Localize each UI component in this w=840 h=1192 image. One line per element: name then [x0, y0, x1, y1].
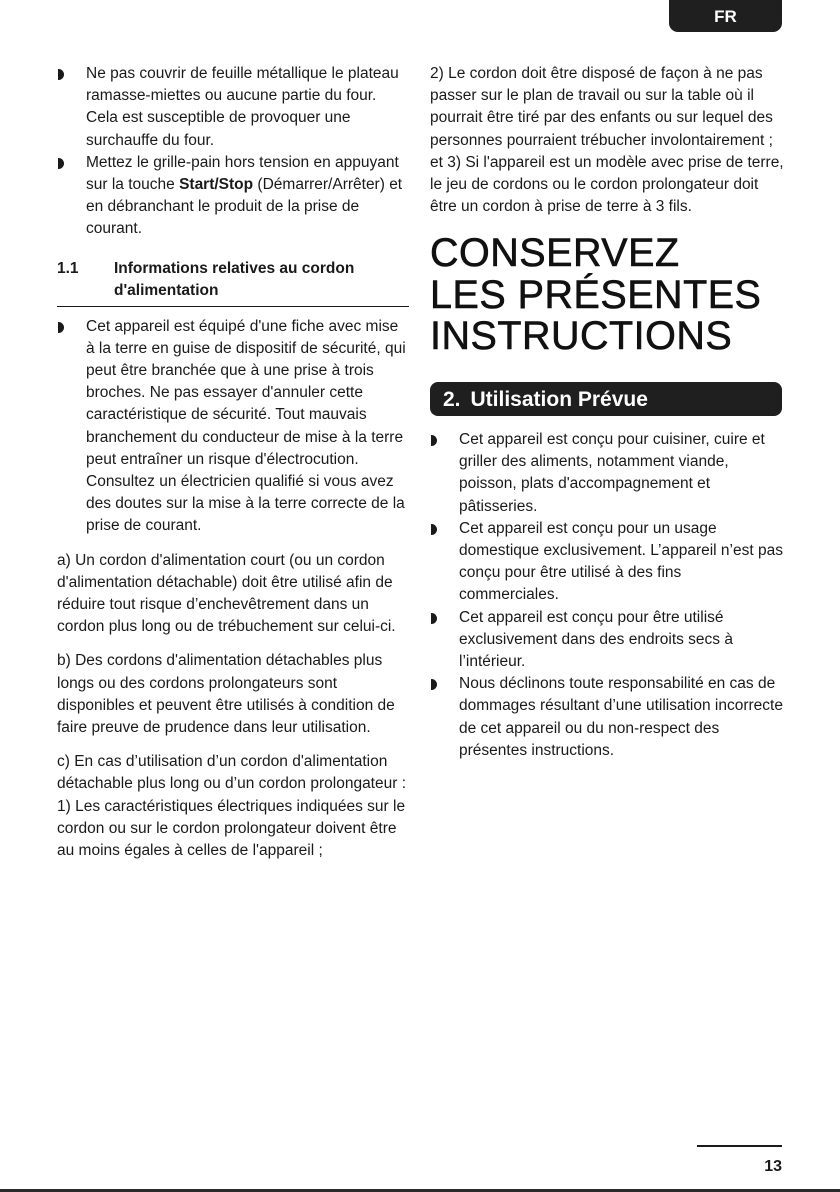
list-item [430, 607, 784, 674]
bullet-icon [58, 158, 64, 169]
keep-instructions-title [430, 233, 784, 358]
list-item [430, 518, 784, 607]
title-line: CONSERVEZ [430, 231, 680, 276]
list-item [57, 152, 409, 241]
bullet-text: Cet appareil est conçu pour cuisiner, cuire et griller des aliments, notamment viande, poisson, plats d'accompagnement et pâtisseries. [459, 430, 765, 515]
bullet-icon [431, 524, 437, 535]
bullet-icon [58, 322, 64, 333]
paragraph-c: c) En cas d’utilisation d’un cordon d'alimentation détachable plus long ou d’un cordon prolongateur : 1) Les caractéristiques électriques indiquées sur le cordon ou sur le cordon prolongateur doivent être au moins égales à celles de l'appareil ; [57, 753, 407, 860]
section-heading-1-1 [57, 258, 409, 307]
section-bullet-list [57, 316, 409, 538]
bullet-text-post: (Démarrer/Arrêter) et en débranchant le produit de la prise de courant. [86, 176, 403, 238]
title-line: LES PRÉSENTES [430, 272, 762, 317]
section-title: Utilisation Prévue [470, 387, 648, 411]
title-line: INSTRUCTIONS [430, 314, 733, 359]
footer-rule [697, 1145, 782, 1147]
bullet-icon [58, 69, 64, 80]
language-tab: FR [669, 0, 782, 32]
intended-use-list [430, 429, 784, 762]
list-item [430, 429, 784, 518]
list-item [57, 316, 409, 538]
bullet-icon [431, 435, 437, 446]
paragraph-b: b) Des cordons d'alimentation détachables plus longs ou des cordons prolongateurs sont disponibles et peuvent être utilisés à condition de faire preuve de prudence dans leur utilisation. [57, 652, 395, 737]
bullet-text: Nous déclinons toute responsabilité en cas de dommages résultant d’une utilisation incorrecte de cet appareil ou du non-respect des présentes instructions. [459, 675, 783, 759]
paragraph-a: a) Un cordon d'alimentation court (ou un cordon d'alimentation détachable) doit être utilisé afin de réduire tout risque d’enchevêtrement dans un cordon plus long ou de trébuchement sur celui-ci. [57, 551, 396, 636]
section-number: 1.1 [57, 259, 79, 277]
section-heading-2 [430, 382, 782, 416]
paragraph-continued: 2) Le cordon doit être disposé de façon à ne pas passer sur le plan de travail ou sur la table où il pourrait être tiré par des enfants ou sur lequel des personnes pourraient trébucher involontairement ; et 3) Si l'appareil est un modèle avec prise de terre, le jeu de cordons ou le cordon prolongateur doit être un cordon à prise de terre à 3 fils. [430, 65, 784, 216]
top-bullet-list [57, 63, 409, 241]
bullet-text: Cet appareil est conçu pour un usage domestique exclusivement. L’appareil n’est pas conçu pour être utilisé à des fins commerciales. [459, 519, 783, 604]
right-column [430, 63, 784, 762]
bullet-text-pre: Mettez le grille-pain hors tension en appuyant sur la touche [86, 153, 399, 194]
page-number: 13 [764, 1158, 782, 1175]
bullet-text: Ne pas couvrir de feuille métallique le plateau ramasse-miettes ou aucune partie du four. Cela est susceptible de provoquer une surchauffe du four. [86, 65, 399, 149]
left-column [57, 63, 409, 862]
bullet-icon [431, 613, 437, 624]
bullet-icon [431, 679, 437, 690]
start-stop-key-label: Start/Stop [179, 176, 254, 194]
section-number: 2. [443, 387, 461, 411]
section-title: Informations relatives au cordon d'alimentation [114, 259, 355, 300]
list-item [57, 63, 409, 152]
list-item [430, 673, 784, 762]
bullet-text: Cet appareil est conçu pour être utilisé exclusivement dans des endroits secs à l’intérieur. [459, 608, 733, 670]
bullet-text: Cet appareil est équipé d'une fiche avec mise à la terre en guise de dispositif de sécurité, qui peut être branchée que à une prise à trois broches. Ne pas essayer d'annuler cette caractéristique de sécurité. Tout mauvais branchement du conducteur de mise à la terre peut entraîner un risque d'électrocution. Consultez un électricien qualifié si vous avez des doutes sur la mise à la terre correcte de la prise de courant. [86, 317, 406, 535]
